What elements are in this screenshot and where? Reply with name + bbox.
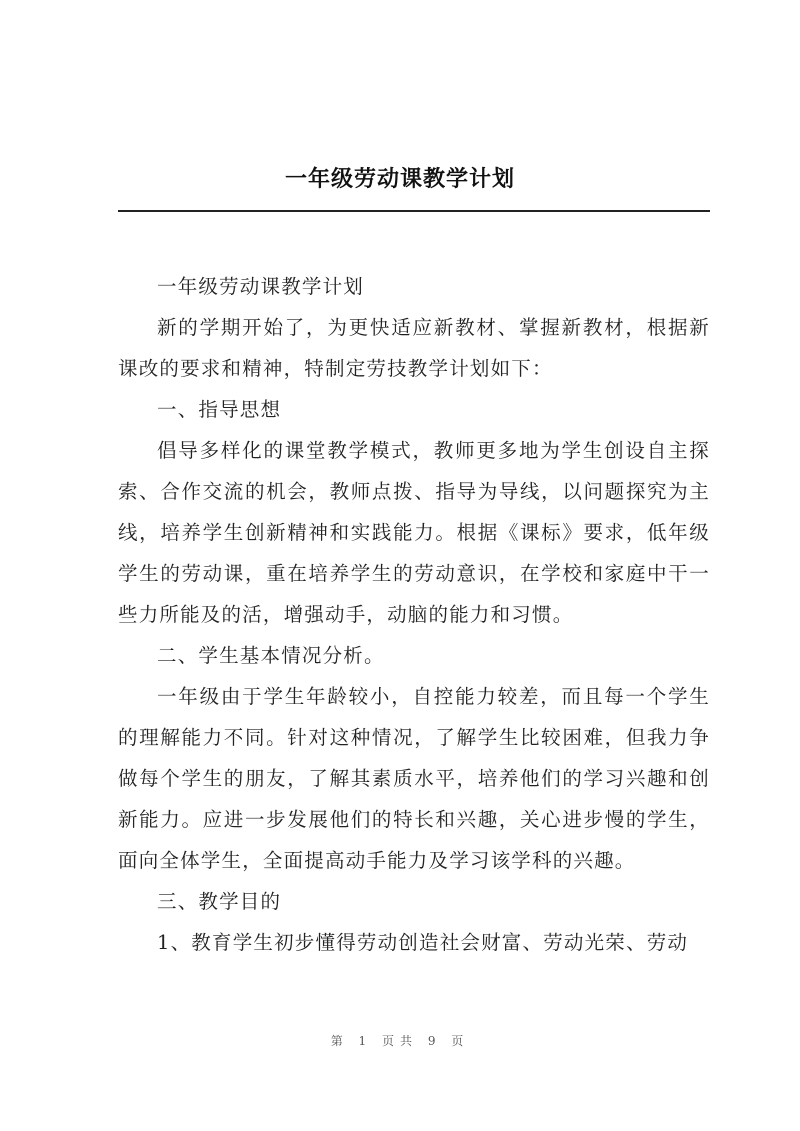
title-divider	[118, 210, 710, 212]
paragraph-intro: 新的学期开始了，为更快适应新教材、掌握新教材，根据新课改的要求和精神，特制定劳技教学计划如下：	[118, 316, 710, 380]
paragraph-guiding-ideas: 倡导多样化的课堂教学模式，教师更多地为学生创设自主探索、合作交流的机会，教师点拨、指导为导线，以问题探究为主线，培养学生创新精神和实践能力。根据《课标》要求，低年级学生的劳动课，重在培养学生的劳动意识，在学校和家庭中干一些力所能及的活，增强动手，动脑的能力和习惯。	[118, 439, 710, 626]
paragraph-heading-line: 一年级劳动课教学计划	[157, 275, 365, 298]
document-body	[118, 266, 710, 963]
paragraph-teaching-goal-1: 1、教育学生初步懂得劳动创造社会财富、劳动光荣、劳动	[157, 931, 689, 954]
paragraph-student-analysis: 一年级由于学生年龄较小，自控能力较差，而且每一个学生的理解能力不同。针对这种情况，了解学生比较困难，但我力争做每个学生的朋友，了解其素质水平，培养他们的学习兴趣和创新能力。应进一步发展他们的特长和兴趣，关心进步慢的学生，面向全体学生，全面提高动手能力及学习该学科的兴趣。	[118, 685, 710, 872]
page-title: 一年级劳动课教学计划	[284, 166, 515, 192]
page-footer: 第 1 页共 9 页	[330, 1034, 470, 1048]
section-heading-teaching-goals: 三、教学目的	[157, 890, 282, 913]
section-heading-student-analysis: 二、学生基本情况分析。	[157, 644, 385, 667]
section-heading-guiding-ideas: 一、指导思想	[157, 398, 282, 421]
